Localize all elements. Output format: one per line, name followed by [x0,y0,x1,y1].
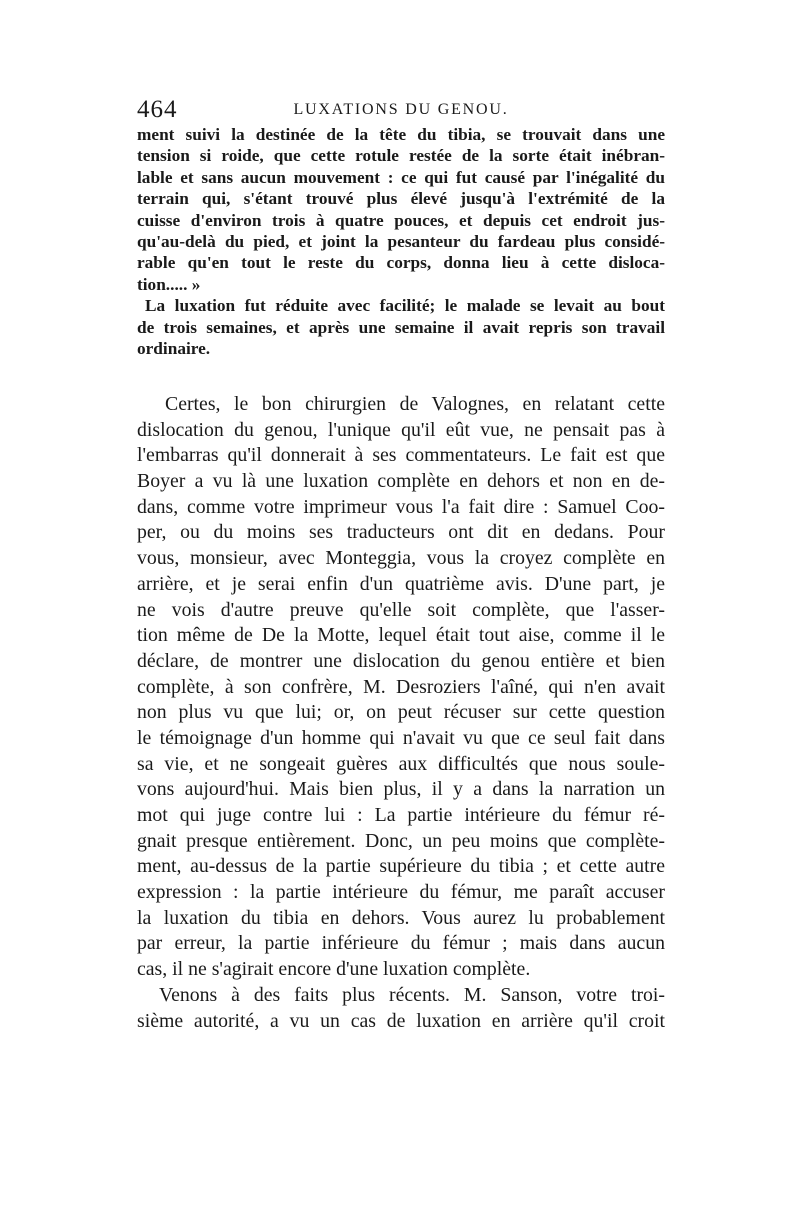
text-line: déclare, de montrer une dislocation du genou entière et bien [137,649,665,672]
text-line: Venons à des faits plus récents. M. Sanson, votre troi- [159,983,665,1006]
text-line: dans, comme votre imprimeur vous l'a fait dire : Samuel Coo- [137,495,665,518]
text-line: non plus vu que lui; or, on peut récuser sur cette question [137,701,665,724]
text-line: ment suivi la destinée de la tête du tibia, se trouvait dans une [137,125,665,144]
page-number: 464 [137,96,178,123]
text-line: ment, au-dessus de la partie supérieure du tibia ; et cette autre [137,855,665,878]
text-line: tension si roide, que cette rotule restée de la sorte était inébran- [137,146,665,166]
text-line: vous, monsieur, avec Monteggia, vous la croyez complète en [137,547,665,570]
text-line: complète, à son confrère, M. Desroziers l'aîné, qui n'en avait [137,675,665,698]
text-line: La luxation fut réduite avec facilité; le malade se levait au bout [145,296,665,316]
text-line: tion..... » [137,274,201,294]
text-line: ordinaire. [137,338,211,358]
page-header [137,96,665,124]
text-line: cuisse d'environ trois à quatre pouces, et depuis cet endroit jus- [137,210,665,230]
running-title: LUXATIONS DU GENOU. [293,101,509,118]
text-line: sième autorité, a vu un cas de luxation en arrière qu'il croit [137,1009,665,1032]
text-line: la luxation du tibia en dehors. Vous aurez lu probablement [137,906,665,929]
quoted-passage [137,124,665,359]
main-paragraph [137,392,665,1034]
text-line: mot qui juge contre lui : La partie intérieure du fémur ré- [137,804,665,826]
text-line: terrain qui, s'étant trouvé plus élevé jusqu'à l'extrémité de la [137,189,665,209]
text-line: expression : la partie intérieure du fémur, me paraît accuser [137,881,665,904]
text-line: qu'au-delà du pied, et joint la pesanteur du fardeau plus considé- [137,231,665,251]
text-line: de trois semaines, et après une semaine il avait repris son travail [137,317,665,337]
text-line: gnait presque entièrement. Donc, un peu moins que complète- [137,829,665,852]
text-line: vons aujourd'hui. Mais bien plus, il y a dans la narration un [137,778,665,801]
text-line: per, ou du moins ses traducteurs ont dit en dedans. Pour [137,521,665,544]
text-line: lable et sans aucun mouvement : ce qui fut causé par l'inégalité du [137,167,665,187]
text-line: Boyer a vu là une luxation complète en dehors et non en de- [137,470,665,493]
text-line: cas, il ne s'agirait encore d'une luxation complète. [137,958,531,981]
text-line: rable qu'en tout le reste du corps, donna lieu à cette disloca- [137,253,665,273]
text-line: Certes, le bon chirurgien de Valognes, en relatant cette [165,393,665,415]
text-line: arrière, et je serai enfin d'un quatrième avis. D'une part, je [137,572,665,595]
text-line: ne vois d'autre preuve qu'elle soit complète, que l'asser- [137,598,665,621]
text-line: par erreur, la partie inférieure du fémur ; mais dans aucun [137,932,665,955]
text-line: sa vie, et ne songeait guères aux difficultés que nous soule- [137,752,665,775]
text-line: tion même de De la Motte, lequel était tout aise, comme il le [137,624,665,647]
text-line: dislocation du genou, l'unique qu'il eût vue, ne pensait pas à [137,418,665,441]
text-line: l'embarras qu'il donnerait à ses commentateurs. Le fait est que [137,444,665,467]
text-line: le témoignage d'un homme qui n'avait vu que ce seul fait dans [137,726,665,749]
